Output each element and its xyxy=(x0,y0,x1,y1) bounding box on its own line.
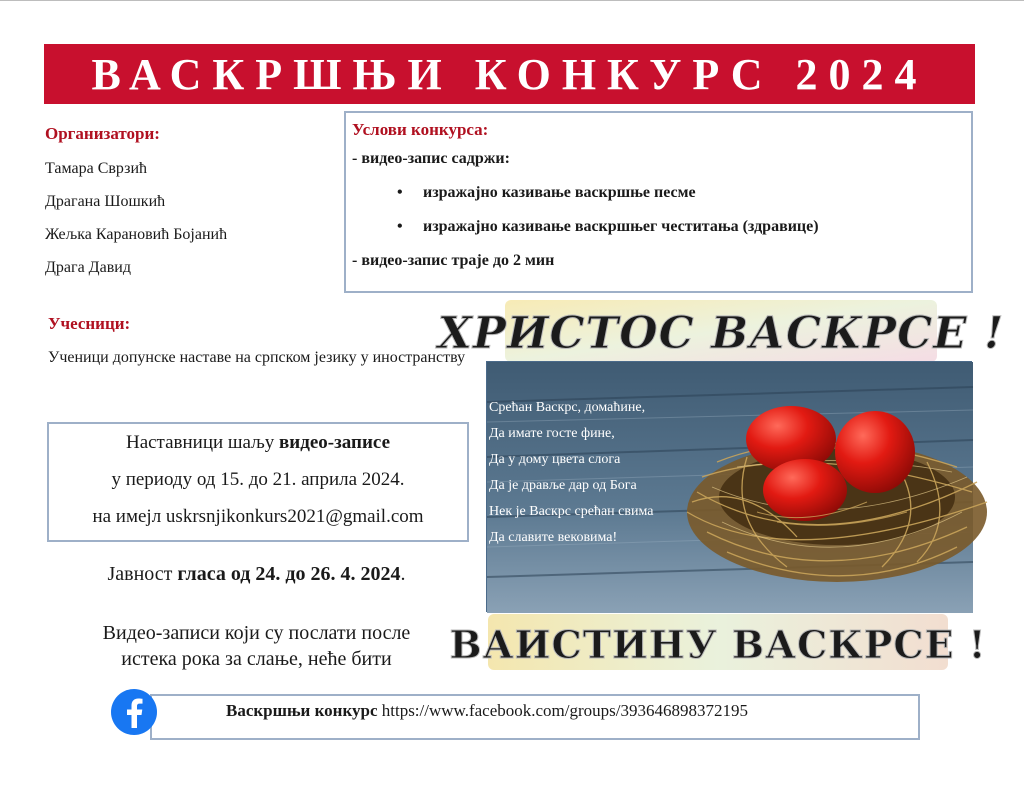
submission-line-2: у периоду од 15. до 21. априла 2024. xyxy=(111,469,405,490)
voting-prefix: Јавност xyxy=(107,563,178,585)
late-notice-line-2: истека рока за слање, неће бити xyxy=(121,648,392,670)
easter-poem xyxy=(489,399,653,555)
facebook-label: Васкршњи конкурс xyxy=(226,701,378,720)
poem-line: Да славите вековима! xyxy=(489,530,618,545)
poem-line: Да је дравље дар од Бога xyxy=(489,478,637,493)
greeting-top-text: ХРИСТОС ВАСКРСЕ ! xyxy=(437,308,1005,359)
submission-line-1-prefix: Наставници шаљу xyxy=(125,432,280,453)
organizer-name: Драгана Шошкић xyxy=(45,193,166,210)
organizers-section xyxy=(45,124,345,290)
conditions-box xyxy=(344,111,973,293)
poem-line: Срећан Васкрс, домаћине, xyxy=(489,400,646,415)
organizer-name: Жељка Карановић Бојанић xyxy=(45,226,228,243)
greeting-bottom-lettering xyxy=(449,610,987,674)
greeting-bottom-text: ВАИСТИНУ ВАСКРСЕ ! xyxy=(449,622,987,667)
late-notice xyxy=(44,620,469,672)
organizer-name: Драга Давид xyxy=(45,259,131,276)
participants-section xyxy=(48,314,466,370)
submission-line-1 xyxy=(49,428,467,465)
participants-text: Ученици допунске наставе на српском језику у иностранству xyxy=(48,349,466,366)
condition-bullet-text: изражајно казивање васкршњег честитања (здравице) xyxy=(423,218,819,235)
condition-bullet-text: изражајно казивање васкршње песме xyxy=(423,184,696,201)
easter-eggs-photo xyxy=(486,361,972,612)
participants-heading: Учесници: xyxy=(48,314,131,333)
facebook-url[interactable]: https://www.facebook.com/groups/393646898372195 xyxy=(377,701,748,720)
conditions-duration: - видео-запис траје до 2 мин xyxy=(352,252,555,269)
conditions-heading: Услови конкурса: xyxy=(352,120,489,139)
top-divider xyxy=(0,0,1024,1)
submission-email-line[interactable]: на имејл uskrsnjikonkurs2021@gmail.com xyxy=(92,506,424,527)
late-notice-line-1: Видео-записи који су послати после xyxy=(102,622,411,644)
page-title: ВАСКРШЊИ КОНКУРС 2024 xyxy=(91,49,928,99)
page-title-banner xyxy=(44,44,975,104)
facebook-link[interactable] xyxy=(226,701,748,721)
conditions-intro: - видео-запис садржи: xyxy=(352,150,510,167)
condition-bullet-item xyxy=(352,217,965,251)
condition-bullet-item xyxy=(352,183,965,217)
greeting-top-lettering xyxy=(437,292,1005,366)
organizers-heading: Организатори: xyxy=(45,124,160,143)
poem-line: Да у дому цвета слога xyxy=(489,452,621,467)
voting-suffix: . xyxy=(400,563,406,585)
submission-line-1-bold: видео-записе xyxy=(279,432,391,453)
submission-box xyxy=(47,422,469,542)
poem-line: Нек је Васкрс срећан свима xyxy=(489,504,654,519)
voting-bold: гласа од 24. до 26. 4. 2024 xyxy=(177,563,401,585)
poem-line: Да имате госте фине, xyxy=(489,426,615,441)
facebook-icon[interactable] xyxy=(110,688,158,736)
organizer-name: Тамара Сврзић xyxy=(45,160,147,177)
voting-dates xyxy=(44,563,469,586)
